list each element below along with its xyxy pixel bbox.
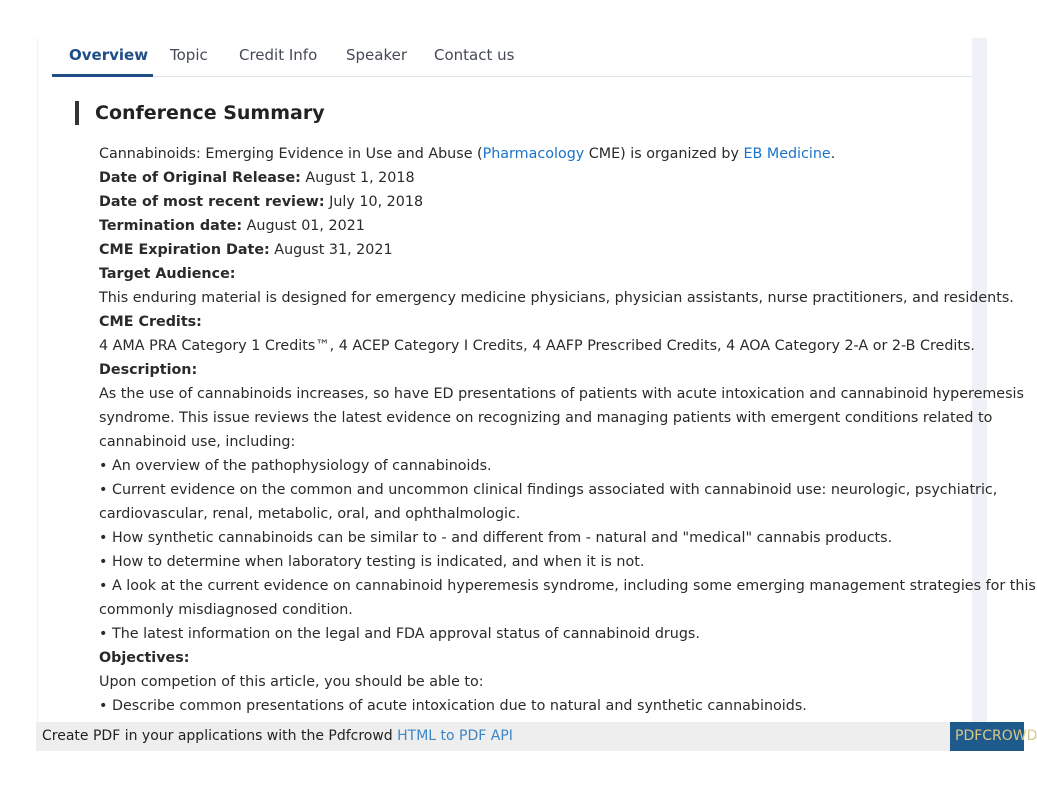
- pharmacology-link[interactable]: Pharmacology: [482, 146, 585, 162]
- description-bullet: • An overview of the pathophysiology of cannabinoids.: [99, 458, 492, 474]
- expiration-value: August 31, 2021: [269, 242, 393, 258]
- original-release-value: August 1, 2018: [300, 170, 415, 186]
- expiration-row: [99, 238, 979, 262]
- target-audience-label: Target Audience:: [99, 266, 236, 282]
- expiration-label: CME Expiration Date:: [99, 242, 270, 258]
- intro-text-start: Cannabinoids: Emerging Evidence in Use and Abuse (: [99, 146, 483, 162]
- eb-medicine-link[interactable]: EB Medicine: [743, 146, 831, 162]
- pdfcrowd-badge[interactable]: PDFCROWD: [950, 722, 1024, 751]
- description-line: cardiovascular, renal, metabolic, oral, and ophthalmologic.: [99, 506, 521, 522]
- tab-credit-info[interactable]: Credit Info: [239, 46, 318, 64]
- objectives-label: Objectives:: [99, 650, 190, 666]
- intro-line: [99, 142, 979, 166]
- conference-card: [37, 38, 1036, 722]
- termination-label: Termination date:: [99, 218, 243, 234]
- target-audience-text: This enduring material is designed for emergency medicine physicians, physician assistants, nurse practitioners, and residents.: [99, 290, 1014, 306]
- description-line: cannabinoid use, including:: [99, 434, 296, 450]
- description-bullet: • A look at the current evidence on cannabinoid hyperemesis syndrome, including some emerging management strategies for this: [99, 578, 1036, 594]
- html-to-pdf-api-link[interactable]: HTML to PDF API: [397, 728, 513, 744]
- summary-content: [99, 142, 1036, 718]
- objectives-line: Upon competion of this article, you should be able to:: [99, 674, 484, 690]
- description-bullet: • Current evidence on the common and uncommon clinical findings associated with cannabinoid use: neurologic, psychiatric,: [99, 482, 998, 498]
- active-tab-indicator: [52, 74, 153, 77]
- intro-text-end: .: [830, 146, 836, 162]
- description-line: As the use of cannabinoids increases, so have ED presentations of patients with acute intoxication and cannabinoid hyperemesis: [99, 386, 1024, 402]
- tab-overview[interactable]: Overview: [69, 46, 149, 64]
- tab-speaker[interactable]: Speaker: [346, 46, 408, 64]
- description-line: syndrome. This issue reviews the latest evidence on recognizing and managing patients with emergent conditions related to: [99, 410, 993, 426]
- recent-review-row: [99, 190, 979, 214]
- footer-text: Create PDF in your applications with the Pdfcrowd: [42, 728, 398, 744]
- recent-review-value: July 10, 2018: [324, 194, 424, 210]
- tab-bar: [52, 38, 972, 77]
- intro-text-middle: CME) is organized by: [584, 146, 744, 162]
- original-release-row: [99, 166, 979, 190]
- termination-value: August 01, 2021: [242, 218, 365, 234]
- cme-credits-text: 4 AMA PRA Category 1 Credits™, 4 ACEP Category I Credits, 4 AAFP Prescribed Credits, 4 AOA Category 2-A or 2-B Credits.: [99, 338, 975, 354]
- termination-row: [99, 214, 979, 238]
- tab-topic[interactable]: Topic: [170, 46, 208, 64]
- original-release-label: Date of Original Release:: [99, 170, 301, 186]
- description-label: Description:: [99, 362, 198, 378]
- description-bullet: • How to determine when laboratory testing is indicated, and when it is not.: [99, 554, 645, 570]
- recent-review-label: Date of most recent review:: [99, 194, 325, 210]
- description-line: commonly misdiagnosed condition.: [99, 602, 353, 618]
- objectives-bullet: • Describe common presentations of acute intoxication due to natural and synthetic cannabinoids.: [99, 698, 807, 714]
- section-title: Conference Summary: [95, 102, 325, 124]
- section-title-bar: [75, 101, 79, 125]
- description-bullet: • The latest information on the legal and FDA approval status of cannabinoid drugs.: [99, 626, 700, 642]
- description-bullet: • How synthetic cannabinoids can be similar to - and different from - natural and "medical" cannabis products.: [99, 530, 893, 546]
- cme-credits-label: CME Credits:: [99, 314, 202, 330]
- tab-contact-us[interactable]: Contact us: [434, 46, 515, 64]
- pdfcrowd-footer: [36, 722, 950, 751]
